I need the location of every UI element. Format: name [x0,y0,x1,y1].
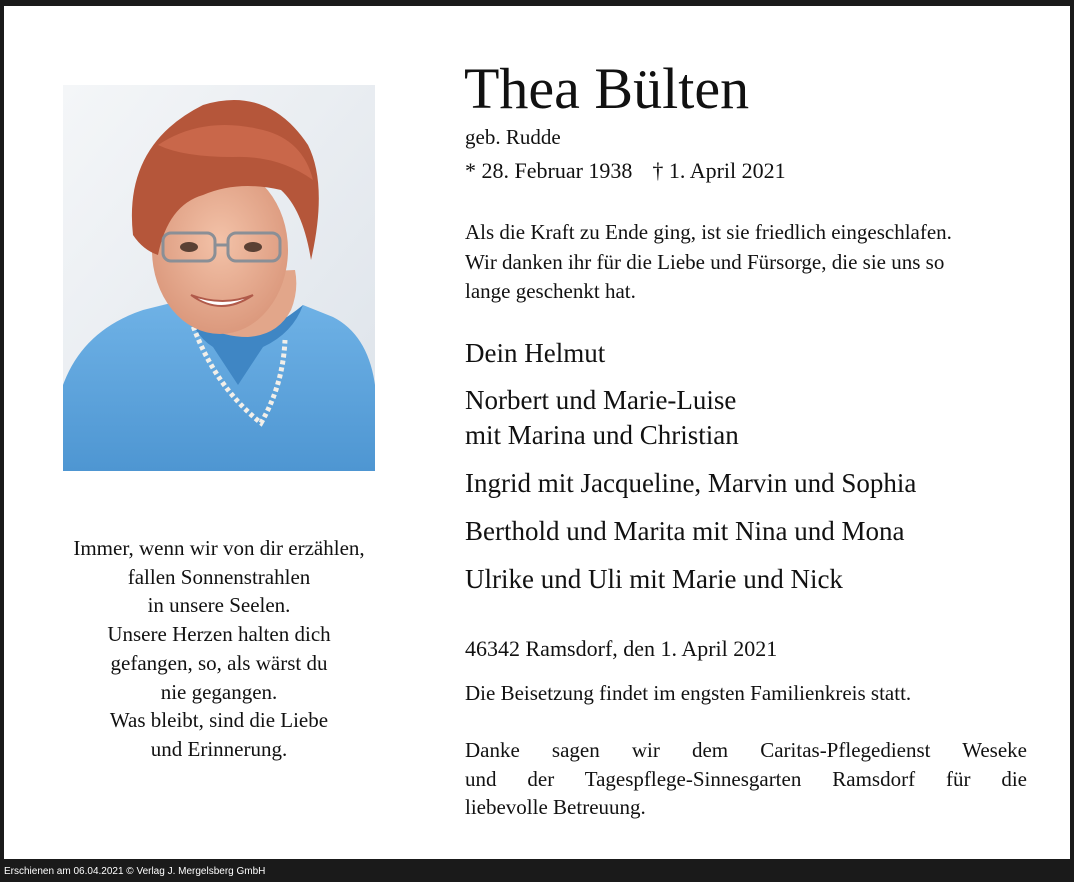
family-member: Berthold und Marita mit Nina und Mona [465,516,905,546]
intro-line: Als die Kraft zu Ende ging, ist sie friedlich eingeschlafen. [465,220,952,244]
obituary-card [4,6,1070,859]
publication-footer: Erschienen am 06.04.2021 © Verlag J. Mergelsberg GmbH [4,866,266,877]
thanks-line: und der Tagespflege-Sinnesgarten Ramsdorf für die [465,766,1027,791]
intro-text [465,218,1055,307]
intro-line: Wir danken ihr für die Liebe und Fürsorge, die sie uns so [465,249,945,274]
poem-line: in unsere Seelen. [147,593,291,618]
poem-line: und Erinnerung. [150,736,288,761]
thanks-text [465,736,1027,822]
poem-line: fallen Sonnenstrahlen [127,564,311,589]
poem-line: nie gegangen. [160,679,278,704]
thanks-line: Danke sagen wir dem Caritas-Pflegedienst Weseke [465,738,1027,762]
family-member: Norbert und Marie-Luise [465,385,737,415]
thanks-line: liebevolle Betreuung. [465,795,646,819]
family-member: Ingrid mit Jacqueline, Marvin und Sophia [465,468,917,498]
birth-name: geb. Rudde [465,125,561,149]
memorial-poem [24,534,414,764]
poem-line: Immer, wenn wir von dir erzählen, [73,536,365,560]
intro-line: lange geschenkt hat. [465,279,636,303]
place-date: 46342 Ramsdorf, den 1. April 2021 [465,636,778,661]
birth-date: * 28. Februar 1938 [465,158,633,183]
burial-note: Die Beisetzung findet im engsten Familienkreis statt. [465,681,912,705]
portrait-photo [63,85,375,471]
deceased-name: Thea Bülten [464,56,750,121]
life-dates [465,157,786,185]
poem-line: gefangen, so, als wärst du [110,650,328,675]
death-date: † 1. April 2021 [652,158,786,183]
poem-line: Was bleibt, sind die Liebe [109,708,329,733]
poem-line: Unsere Herzen halten dich [107,622,331,647]
family-member: mit Marina und Christian [465,420,739,450]
family-member: Dein Helmut [465,338,606,368]
family-member: Ulrike und Uli mit Marie und Nick [465,564,843,594]
